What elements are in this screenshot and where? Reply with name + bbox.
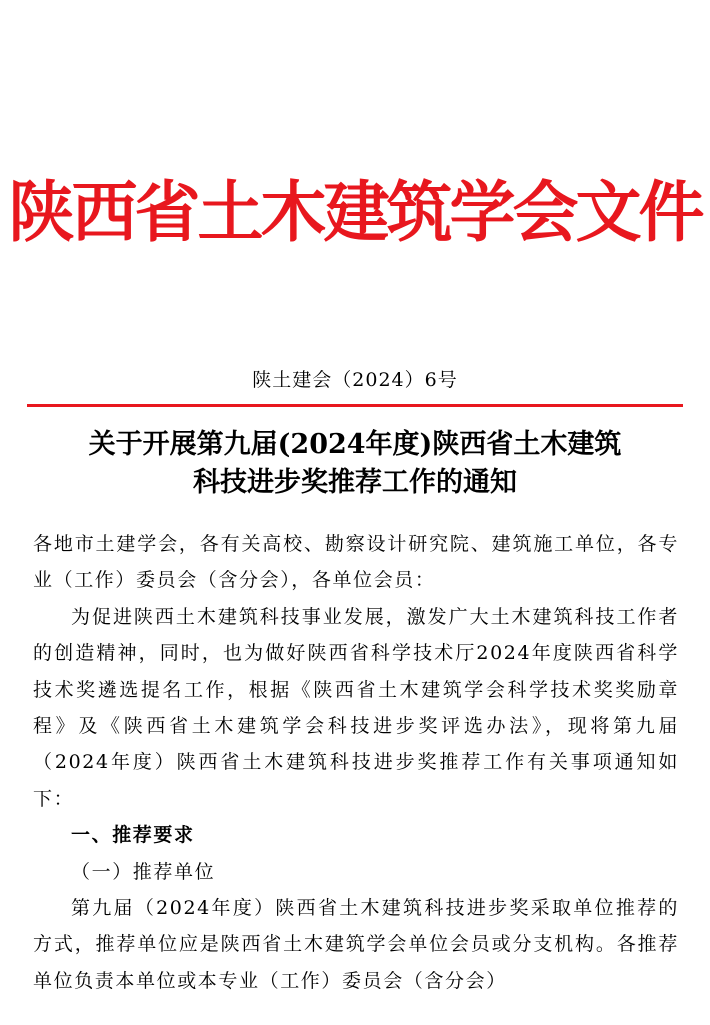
notice-title-line-1: 关于开展第九届(2024年度)陕西省土木建筑 [88,429,622,460]
notice-body [33,526,679,999]
addressee-paragraph: 各地市土建学会，各有关高校、勘察设计研究院、建筑施工单位，各专业（工作）委员会（含分会），各单位会员： [33,533,679,592]
recommending-unit-paragraph: 第九届（2024年度）陕西省土木建筑科技进步奖采取单位推荐的方式，推荐单位应是陕西省土木建筑学会单位会员或分支机构。各推荐单位负责本单位或本专业（工作）委员会（含分会） [33,897,679,992]
red-divider-line [27,404,683,407]
notice-title [30,426,680,502]
subsection-heading-recommending-unit: （一）推荐单位 [71,860,216,883]
intro-paragraph: 为促进陕西土木建筑科技事业发展，激发广大土木建筑科技工作者的创造精神，同时，也为做好陕西省科学技术厅2024年度陕西省科学技术奖遴选提名工作，根据《陕西省土木建筑学会科学技术奖奖励章程》及《陕西省土木建筑学会科技进步奖评选办法》，现将第九届（2024年度）陕西省土木建筑科技进步奖推荐工作有关事项通知如下： [33,605,679,810]
notice-title-line-2: 科技进步奖推荐工作的通知 [193,467,517,498]
document-header-title: 陕西省土木建筑学会文件 [8,174,702,251]
section-heading-recommendation-requirements: 一、推荐要求 [71,824,195,847]
document-number: 陕土建会（2024）6号 [252,369,458,391]
